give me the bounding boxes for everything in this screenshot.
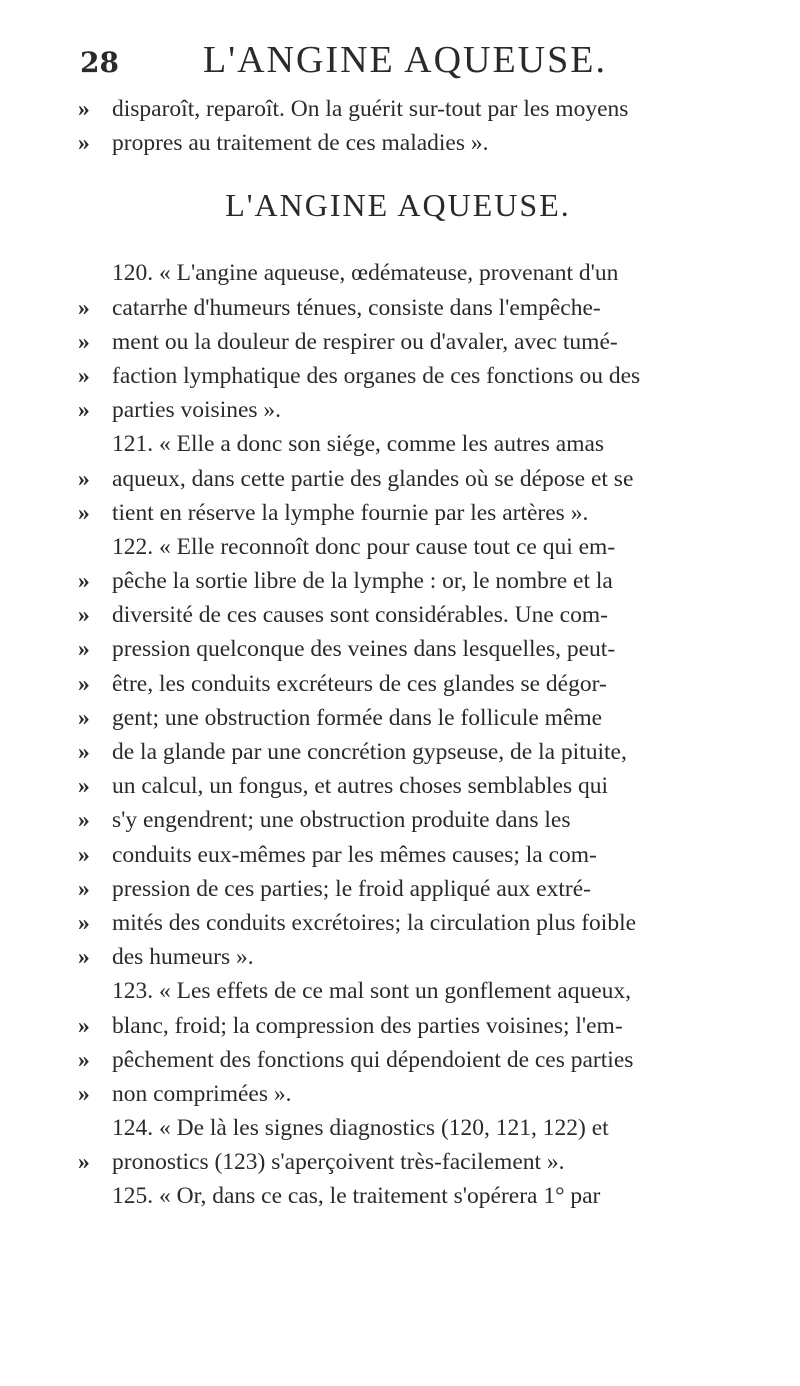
page-header <box>80 38 730 88</box>
text-line <box>78 632 778 666</box>
text-line <box>78 126 778 160</box>
line-text: des humeurs ». <box>112 944 254 971</box>
quote-mark: » <box>78 739 90 765</box>
quote-mark: » <box>78 704 90 731</box>
text-line <box>78 598 778 632</box>
line-text: non comprimées ». <box>112 1080 292 1107</box>
quote-mark: » <box>78 875 90 902</box>
quote-mark: » <box>78 362 90 389</box>
line-text: aqueux, dans cette partie des glandes où se dépose et se <box>112 465 634 492</box>
text-line <box>78 291 778 325</box>
quote-mark: » <box>78 465 90 492</box>
text-line <box>78 1179 778 1213</box>
body-text <box>78 92 778 1214</box>
line-text: 122. « Elle reconnoît donc pour cause tout ce qui em- <box>112 533 616 560</box>
text-line <box>78 769 778 803</box>
text-line <box>78 1077 778 1111</box>
text-line <box>78 530 778 564</box>
text-line <box>78 974 778 1008</box>
line-text: blanc, froid; la compression des parties voisines; l'em- <box>112 1012 623 1039</box>
text-line <box>78 940 778 974</box>
text-line <box>78 838 778 872</box>
text-line <box>78 1043 778 1077</box>
line-text: de la glande par une concrétion gypseuse, de la pituite, <box>112 739 627 765</box>
line-text: pression de ces parties; le froid appliqué aux extré- <box>112 875 591 902</box>
quote-mark: » <box>78 568 90 595</box>
text-line <box>78 701 778 735</box>
quote-mark: » <box>78 807 90 834</box>
quote-mark: » <box>78 773 90 800</box>
quote-mark: » <box>78 328 90 355</box>
line-text: 120. « L'angine aqueuse, œdémateuse, provenant d'un <box>112 260 619 287</box>
text-line <box>78 496 778 530</box>
line-text: être, les conduits excréteurs de ces glandes se dégor- <box>112 670 607 697</box>
text-line <box>78 1145 778 1179</box>
line-text: pêche la sortie libre de la lymphe : or, le nombre et la <box>112 568 613 595</box>
line-text: propres au traitement de ces maladies ». <box>112 130 489 157</box>
line-text: un calcul, un fongus, et autres choses semblables qui <box>112 773 608 800</box>
quote-mark: » <box>78 944 90 971</box>
line-text: parties voisines ». <box>112 397 282 424</box>
line-text: mités des conduits excrétoires; la circulation plus foible <box>112 909 637 936</box>
quote-mark: » <box>78 397 90 424</box>
quote-mark: » <box>78 636 90 663</box>
text-line <box>78 256 778 290</box>
line-text: catarrhe d'humeurs ténues, consiste dans l'empêche- <box>112 294 601 321</box>
quote-mark: » <box>78 499 90 526</box>
text-lines-after-heading <box>78 256 778 1213</box>
text-line <box>78 803 778 837</box>
line-text: 123. « Les effets de ce mal sont un gonflement aqueux, <box>112 978 632 1005</box>
text-line <box>78 92 778 126</box>
running-title: L'ANGINE AQUEUSE. <box>203 39 607 81</box>
text-line <box>78 667 778 701</box>
line-text: s'y engendrent; une obstruction produite dans les <box>112 807 571 834</box>
quote-mark: » <box>78 130 90 157</box>
quote-mark: » <box>78 602 90 629</box>
text-line <box>78 564 778 598</box>
line-text: pêchement des fonctions qui dépendoient de ces parties <box>112 1046 634 1073</box>
line-text: tient en réserve la lymphe fournie par les artères ». <box>112 499 589 526</box>
text-line <box>78 462 778 496</box>
quote-mark: » <box>78 670 90 697</box>
line-text: conduits eux-mêmes par les mêmes causes; la com- <box>112 841 597 868</box>
text-line <box>78 906 778 940</box>
line-text: 121. « Elle a donc son siége, comme les autres amas <box>112 431 605 458</box>
line-text: 124. « De là les signes diagnostics (120, 121, 122) et <box>112 1115 609 1142</box>
quote-mark: » <box>78 1046 90 1073</box>
text-line <box>78 393 778 427</box>
text-line <box>78 427 778 461</box>
text-line <box>78 1111 778 1145</box>
text-line <box>78 1009 778 1043</box>
text-line <box>78 325 778 359</box>
line-text: faction lymphatique des organes de ces fonctions ou des <box>112 362 641 389</box>
quote-mark: » <box>78 1149 90 1176</box>
page-number: 28 <box>80 46 119 79</box>
section-heading: L'ANGINE AQUEUSE. <box>225 187 571 224</box>
line-text: 125. « Or, dans ce cas, le traitement s'opérera 1° par <box>112 1183 601 1210</box>
line-text: disparoît, reparoît. On la guérit sur-tout par les moyens <box>112 96 629 122</box>
text-line <box>78 872 778 906</box>
text-line <box>78 735 778 769</box>
text-line <box>78 359 778 393</box>
line-text: pression quelconque des veines dans lesquelles, peut- <box>112 636 616 663</box>
quote-mark: » <box>78 841 90 868</box>
text-lines-before-heading <box>78 92 778 160</box>
quote-mark: » <box>78 294 90 321</box>
line-text: ment ou la douleur de respirer ou d'avaler, avec tumé- <box>112 328 618 355</box>
line-text: gent; une obstruction formée dans le follicule même <box>112 704 603 731</box>
line-text: pronostics (123) s'aperçoivent très-facilement ». <box>112 1149 565 1176</box>
quote-mark: » <box>78 1080 90 1107</box>
quote-mark: » <box>78 909 90 936</box>
line-text: diversité de ces causes sont considérables. Une com- <box>112 602 608 629</box>
quote-mark: » <box>78 1012 90 1039</box>
quote-mark: » <box>78 96 90 122</box>
